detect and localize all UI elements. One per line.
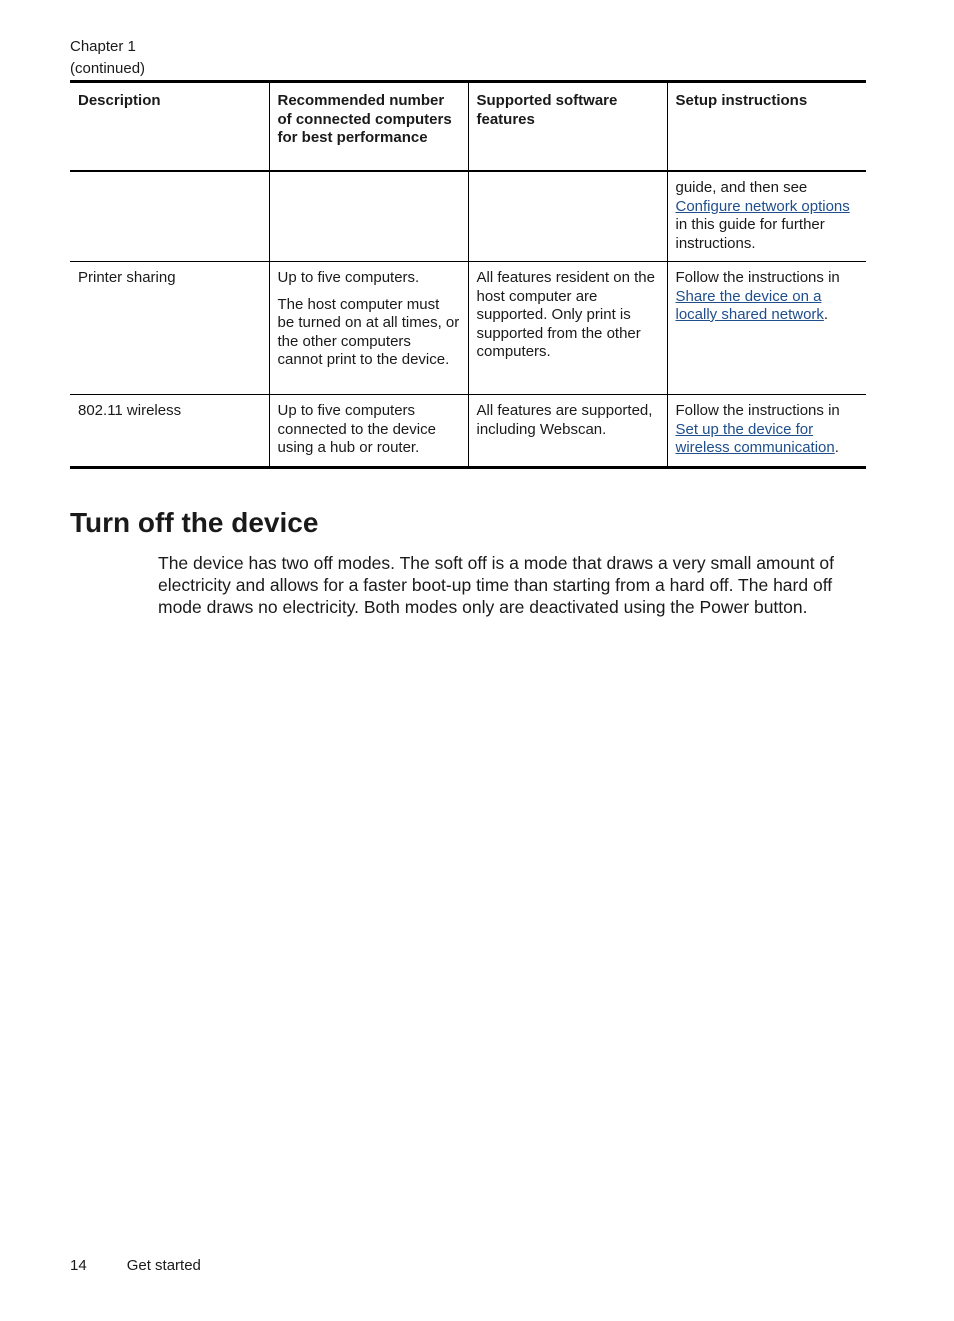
cell-features: All features resident on the host computer are supported. Only print is supported from the other computers.: [468, 262, 667, 395]
cell-description: 802.11 wireless: [78, 402, 182, 419]
cell-features: All features are supported, including Webscan.: [468, 395, 667, 468]
cell-setup: [667, 171, 866, 262]
setup-text-before: Follow the instructions in: [675, 269, 840, 286]
page-footer: [70, 1256, 201, 1276]
continued-label: (continued): [70, 60, 146, 77]
table-row: [70, 171, 866, 262]
setup-text-after: .: [834, 439, 839, 456]
section-body: The device has two off modes. The soft off is a mode that draws a very small amount of electricity and allows for a faster boot-up time than starting from a hard off. The hard off mode draws no electricity. Both modes only are deactivated using the Power button.: [158, 553, 835, 617]
computers-text: Up to five computers.: [277, 269, 420, 286]
table-header-row: [70, 82, 866, 172]
cell-setup: [667, 262, 866, 395]
cell-description: [70, 171, 269, 262]
page-number: 14: [70, 1257, 87, 1274]
setup-text-before: Follow the instructions in: [675, 402, 840, 419]
setup-text-before: guide, and then see: [675, 179, 808, 196]
column-header-setup: Setup instructions: [667, 82, 866, 172]
column-header-features: Supported software features: [468, 82, 667, 172]
column-header-description: Description: [78, 92, 161, 109]
share-device-link[interactable]: Share the device on a locally shared network: [675, 287, 824, 323]
cell-computers: Up to five computers connected to the device using a hub or router.: [269, 395, 468, 468]
cell-setup: [667, 395, 866, 468]
setup-text-after: .: [823, 306, 829, 323]
configure-network-options-link[interactable]: Configure network options: [675, 197, 850, 215]
connection-options-table: [70, 80, 866, 469]
column-header-computers: Recommended number of connected computers for best performance: [269, 82, 468, 172]
table-row: [70, 262, 866, 395]
section-title: Turn off the device: [70, 507, 319, 538]
wireless-setup-link[interactable]: Set up the device for wireless communication: [675, 420, 835, 456]
chapter-label: Chapter 1: [70, 38, 136, 55]
cell-description: Printer sharing: [78, 269, 176, 286]
cell-features: [468, 171, 667, 262]
cell-computers: [269, 262, 468, 395]
cell-computers: [269, 171, 468, 262]
table-row: [70, 395, 866, 468]
page-header: [70, 36, 145, 80]
footer-section-name: Get started: [126, 1257, 201, 1274]
computers-note: The host computer must be turned on at all times, or the other computers cannot print to the device.: [277, 295, 460, 368]
setup-text-after: in this guide for further instructions.: [675, 216, 825, 252]
